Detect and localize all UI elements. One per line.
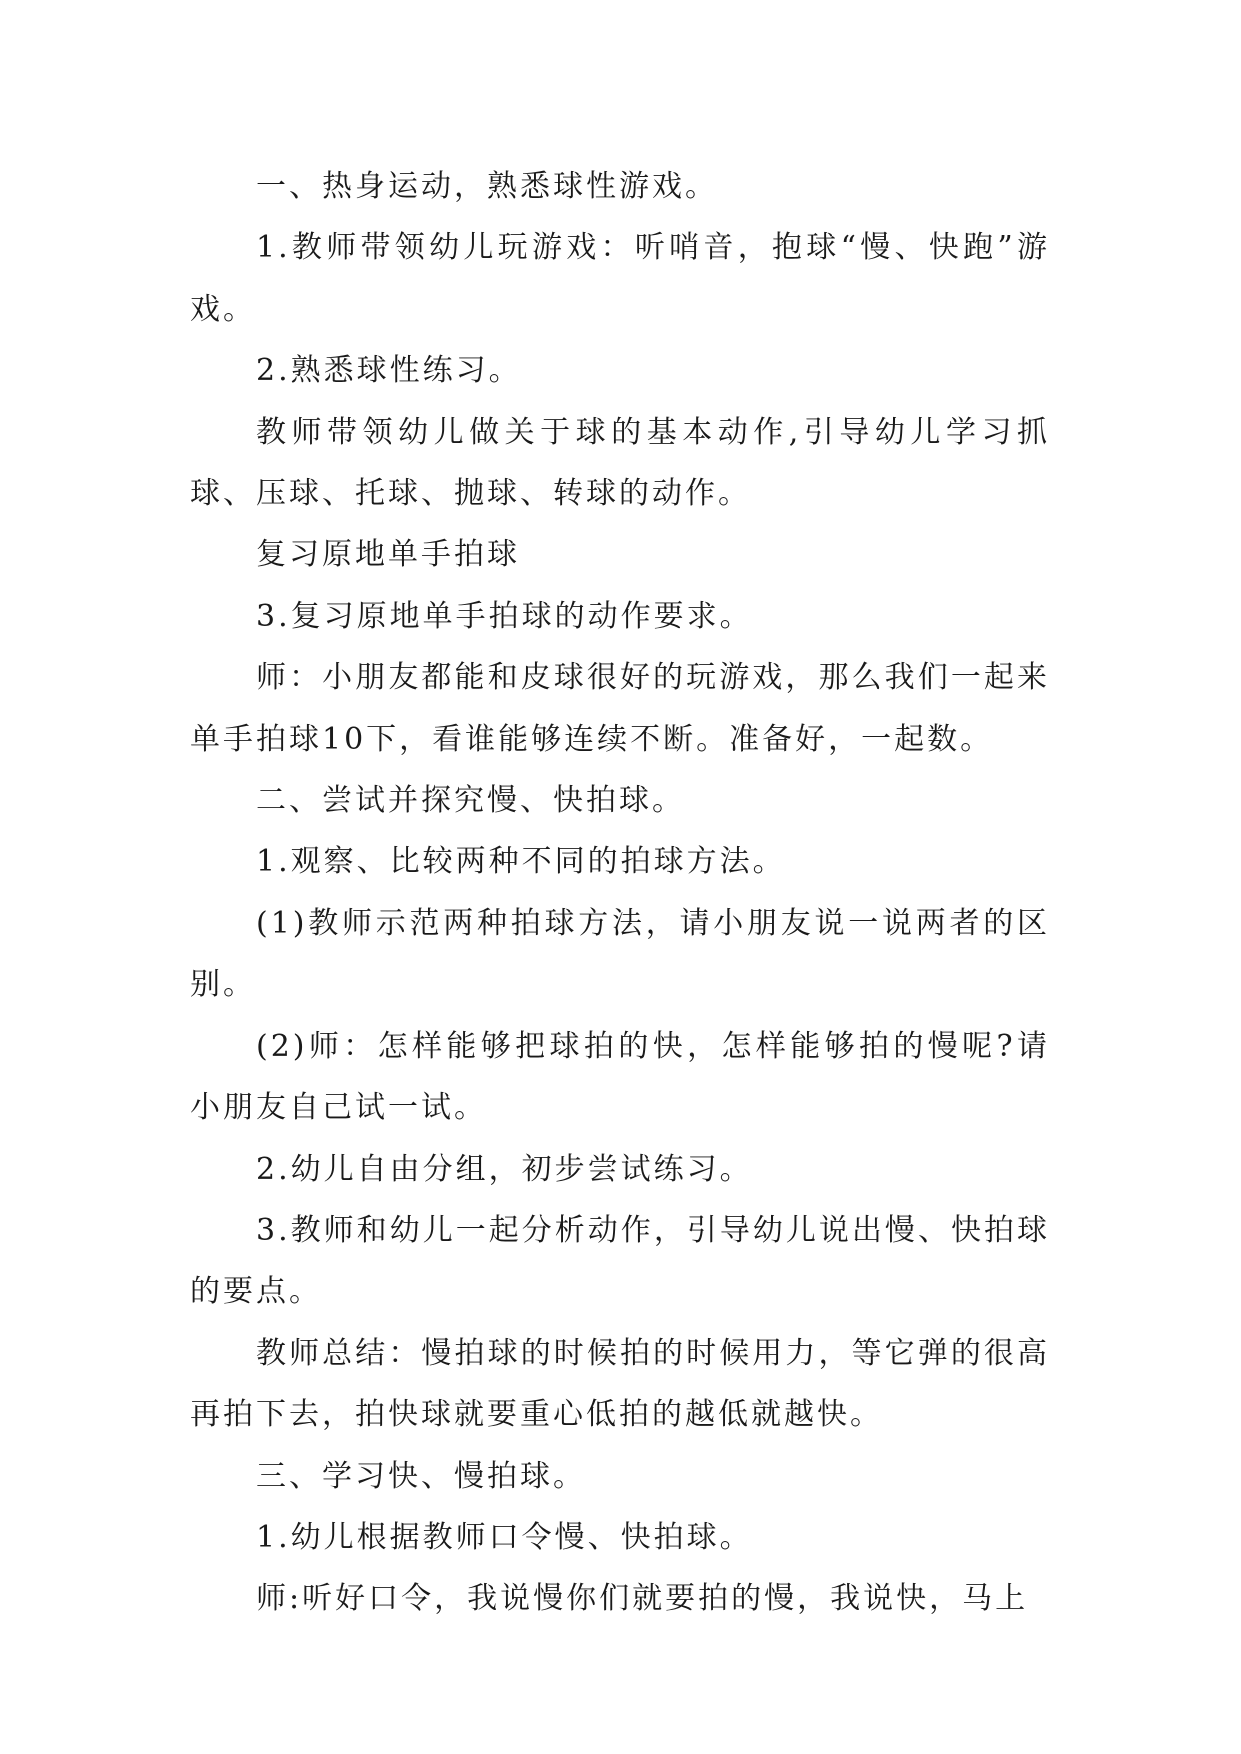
paragraph: 2.熟悉球性练习。 [256,353,522,389]
paragraph: (1)教师示范两种拍球方法，请小朋友说一说两者的区别。 [190,905,1050,1003]
paragraph: 教师带领幼儿做关于球的基本动作,引导幼儿学习抓球、压球、托球、抛球、转球的动作。 [190,414,1050,512]
paragraph: 3.教师和幼儿一起分析动作，引导幼儿说出慢、快拍球的要点。 [190,1212,1050,1310]
document-body [190,156,1050,1630]
paragraph: 1.教师带领幼儿玩游戏：听哨音，抱球“慢、快跑”游戏。 [190,230,1050,327]
section-heading-explore: 二、尝试并探究慢、快拍球。 [256,783,685,819]
paragraph: 师:听好口令，我说慢你们就要拍的慢，我说快，马上 [256,1581,1029,1617]
paragraph: 教师总结：慢拍球的时候拍的时候用力，等它弹的很高再拍下去，拍快球就要重心低拍的越低就越快。 [190,1335,1050,1433]
section-heading-learn: 三、学习快、慢拍球。 [256,1458,586,1494]
paragraph: 1.观察、比较两种不同的拍球方法。 [256,844,786,880]
paragraph: 师：小朋友都能和皮球很好的玩游戏，那么我们一起来单手拍球10下，看谁能够连续不断。准备好，一起数。 [190,660,1050,757]
section-heading-warmup: 一、热身运动，熟悉球性游戏。 [256,169,718,204]
paragraph: 1.幼儿根据教师口令慢、快拍球。 [256,1519,753,1555]
paragraph: 复习原地单手拍球 [256,537,520,573]
paragraph: 3.复习原地单手拍球的动作要求。 [256,598,753,634]
paragraph: (2)师：怎样能够把球拍的快，怎样能够拍的慢呢?请小朋友自己试一试。 [190,1028,1050,1126]
paragraph: 2.幼儿自由分组，初步尝试练习。 [256,1151,753,1187]
